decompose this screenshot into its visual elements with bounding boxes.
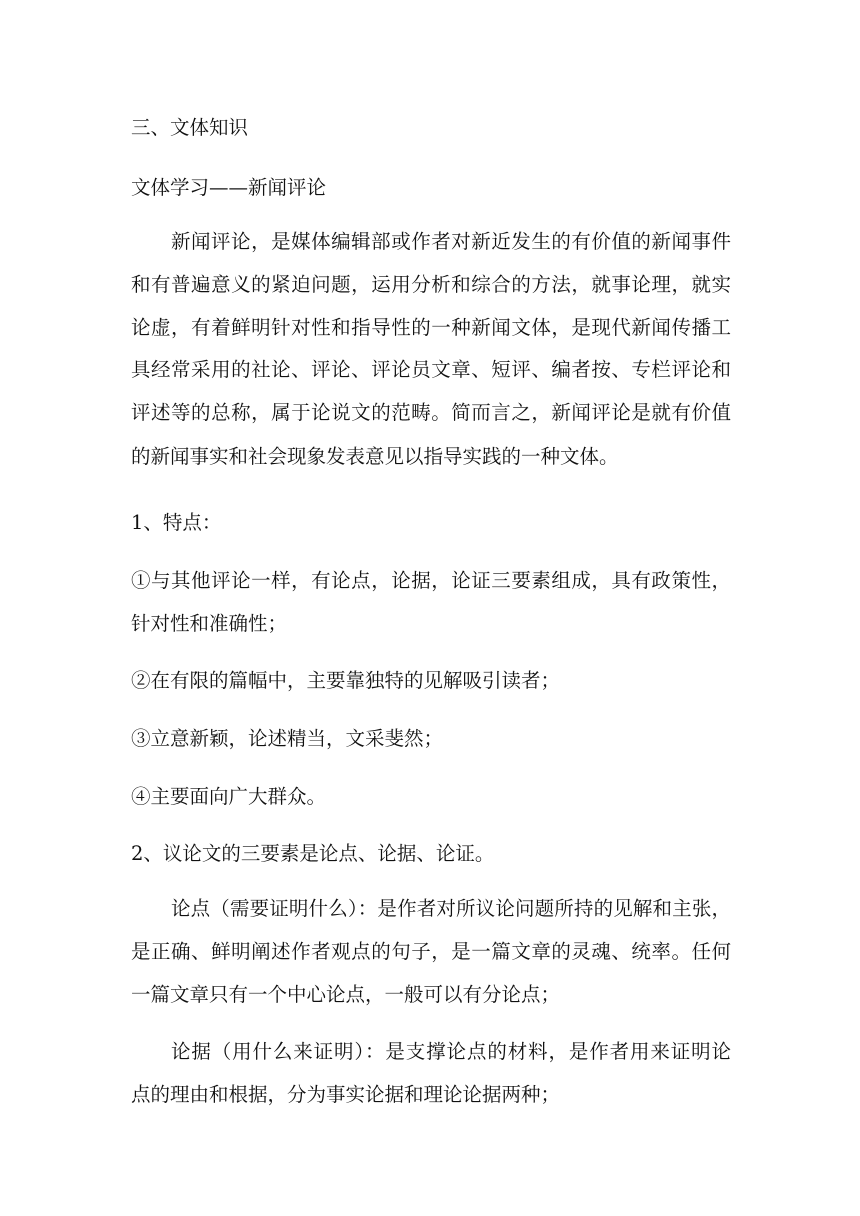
definition-line: 新闻评论，是媒体编辑部或作者对新近发生的有价值的新闻事件 (171, 230, 731, 253)
feature-item-1: ①与其他评论一样，有论点，论据，论证三要素组成，具有政策性， (131, 569, 731, 592)
argument-line: 一篇文章只有一个中心论点，一般可以有分论点； (131, 983, 561, 1006)
subheading: 文体学习——新闻评论 (131, 176, 327, 199)
feature-item-1-cont: 针对性和准确性； (131, 612, 288, 635)
feature-item-3: ③立意新颖，论述精当，文采斐然； (131, 727, 444, 750)
elements-heading: 2、议论文的三要素是论点、论据、论证。 (131, 842, 495, 865)
feature-item-2: ②在有限的篇幅中，主要靠独特的见解吸引读者； (131, 669, 561, 692)
definition-line: 论虚，有着鲜明针对性和指导性的一种新闻文体，是现代新闻传播工 (131, 316, 731, 339)
feature-item-4: ④主要面向广大群众。 (131, 785, 327, 808)
evidence-line: 论据（用什么来证明）：是支撑论点的材料，是作者用来证明论 (171, 1040, 731, 1063)
features-heading: 1、特点： (131, 511, 222, 534)
argument-line: 是正确、鲜明阐述作者观点的句子，是一篇文章的灵魂、统率。任何 (131, 940, 731, 963)
section-heading: 三、文体知识 (131, 116, 249, 139)
evidence-line: 点的理由和根据，分为事实论据和理论论据两种； (131, 1083, 561, 1106)
definition-line: 具经常采用的社论、评论、评论员文章、短评、编者按、专栏评论和 (131, 358, 731, 381)
definition-line: 的新闻事实和社会现象发表意见以指导实践的一种文体。 (131, 445, 619, 468)
argument-line: 论点（需要证明什么）：是作者对所议论问题所持的见解和主张， (171, 897, 731, 920)
definition-line: 评述等的总称，属于论说文的范畴。简而言之，新闻评论是就有价值 (131, 401, 731, 424)
definition-line: 和有普遍意义的紧迫问题，运用分析和综合的方法，就事论理，就实 (131, 273, 731, 296)
